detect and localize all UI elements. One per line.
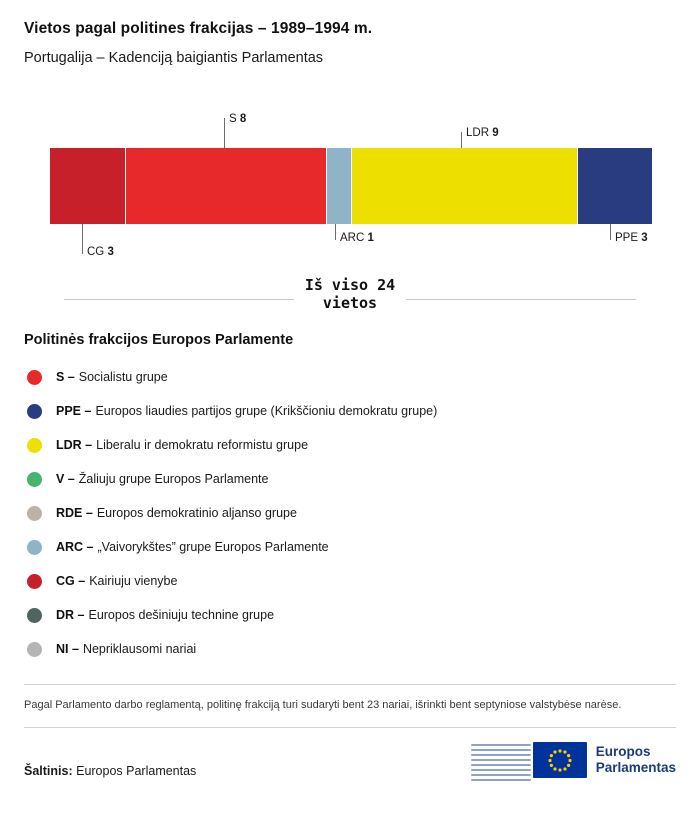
legend-item-arc[interactable] [24, 530, 676, 564]
legend-item-ppe[interactable] [24, 394, 676, 428]
legend-dot-icon-ni [27, 642, 42, 657]
legend-item-cg[interactable] [24, 564, 676, 598]
bar-label-cg-code: CG [87, 246, 105, 258]
legend-name-v: Žaliuju grupe Europos Parlamente [78, 472, 269, 486]
total-seats-line1: Iš viso 24 [304, 276, 396, 294]
bar-label-ldr [466, 127, 499, 139]
legend-code-cg: CG – [56, 574, 86, 588]
legend-dot-icon-arc [27, 540, 42, 555]
footnote: Pagal Parlamento darbo reglamentą, politinę frakciją turi sudaryti bent 23 nariai, išrinkti bent septyniose valstybėse narėse. [24, 699, 622, 711]
legend-item-ni[interactable] [24, 632, 676, 666]
legend-name-ldr: Liberalu ir demokratu reformistu grupe [96, 438, 309, 452]
source-label: Šaltinis: [24, 764, 73, 778]
bar-label-arc [340, 232, 374, 244]
bar-segment-ldr[interactable] [351, 148, 577, 224]
legend-dot-icon-ldr [27, 438, 42, 453]
page-title: Vietos pagal politines frakcijas – 1989–1994 m. [24, 20, 373, 37]
logo-text [596, 744, 676, 776]
bar-label-cg-value: 3 [107, 246, 114, 258]
bar-label-ppe-value: 3 [641, 232, 648, 244]
legend-name-cg: Kairiuju vienybe [89, 574, 178, 588]
eu-stars-icon [533, 742, 587, 778]
legend-name-dr: Europos dešiniuju technine grupe [88, 608, 275, 622]
legend-dot-icon-rde [27, 506, 42, 521]
legend-title: Politinės frakcijos Europos Parlamente [24, 332, 294, 348]
bar-label-ppe-code: PPE [615, 232, 639, 244]
stacked-bar [50, 148, 652, 224]
leader-line-arc [335, 224, 336, 240]
total-seats [24, 276, 676, 322]
logo-text-line1: Europos [595, 744, 651, 759]
logo-stripes-icon [471, 744, 531, 776]
bar-label-s-code: S [229, 113, 237, 125]
leader-line-ldr [461, 132, 462, 148]
leader-line-cg [82, 224, 83, 254]
bar-label-arc-code: ARC [340, 232, 365, 244]
legend-name-arc: „Vaivorykštes” grupe Europos Parlamente [97, 540, 329, 554]
total-seats-line2: vietos [322, 294, 378, 312]
eu-flag-icon [533, 742, 587, 778]
legend-code-arc: ARC – [56, 540, 94, 554]
logo-text-line2: Parlamentas [595, 760, 676, 775]
legend-code-dr: DR – [56, 608, 85, 622]
footer-divider-top [24, 684, 676, 685]
legend-code-ni: NI – [56, 642, 79, 656]
bar-segment-s[interactable] [125, 148, 326, 224]
legend-item-ldr[interactable] [24, 428, 676, 462]
legend-dot-icon-cg [27, 574, 42, 589]
legend-item-rde[interactable] [24, 496, 676, 530]
bar-label-arc-value: 1 [367, 232, 374, 244]
bar-label-ppe [615, 232, 648, 244]
legend-item-v[interactable] [24, 462, 676, 496]
source-text [24, 764, 196, 778]
legend-name-rde: Europos demokratinio aljanso grupe [96, 506, 297, 520]
leader-line-s [224, 118, 225, 148]
seat-distribution-chart [24, 110, 676, 260]
bar-segment-arc[interactable] [326, 148, 351, 224]
legend-code-ldr: LDR – [56, 438, 93, 452]
legend-code-v: V – [56, 472, 75, 486]
bar-label-s [229, 113, 246, 125]
source-row [24, 742, 676, 778]
bar-segment-ppe[interactable] [577, 148, 652, 224]
bar-label-ldr-value: 9 [492, 127, 499, 139]
legend-item-dr[interactable] [24, 598, 676, 632]
legend-dot-icon-ppe [27, 404, 42, 419]
legend-name-ppe: Europos liaudies partijos grupe (Krikščioniu demokratu grupe) [95, 404, 438, 418]
legend-code-ppe: PPE – [56, 404, 92, 418]
bar-segment-cg[interactable] [50, 148, 125, 224]
legend-dot-icon-s [27, 370, 42, 385]
total-seats-text [24, 276, 676, 312]
page-subtitle: Portugalija – Kadenciją baigiantis Parlamentas [24, 50, 324, 66]
legend [24, 360, 676, 666]
legend-code-rde: RDE – [56, 506, 93, 520]
european-parliament-logo [533, 742, 676, 778]
footer-divider-bottom [24, 727, 676, 728]
legend-dot-icon-v [27, 472, 42, 487]
bar-label-s-value: 8 [239, 113, 247, 125]
legend-dot-icon-dr [27, 608, 42, 623]
legend-name-s: Socialistu grupe [78, 370, 168, 384]
legend-code-s: S – [56, 370, 75, 384]
bar-label-ldr-code: LDR [466, 127, 490, 139]
source-value: Europos Parlamentas [76, 764, 197, 778]
legend-name-ni: Nepriklausomi nariai [82, 642, 197, 656]
bar-label-cg [87, 246, 114, 258]
legend-item-s[interactable] [24, 360, 676, 394]
leader-line-ppe [610, 224, 611, 240]
